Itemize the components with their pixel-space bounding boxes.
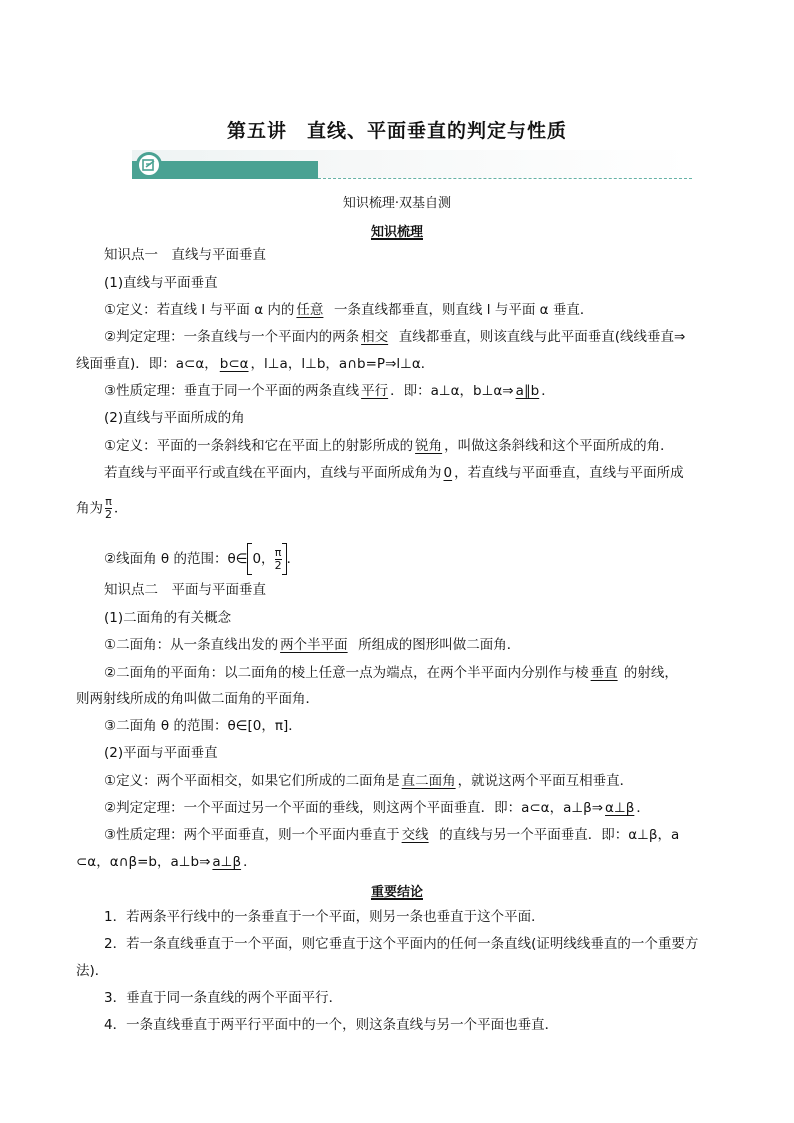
kp2-s1: (1)二面角的有关概念 xyxy=(104,610,232,626)
kp2-dihedral: ①二面角：从一条直线出发的 两个半平面 所组成的图形叫做二面角． xyxy=(104,637,521,653)
section-banner xyxy=(132,150,692,184)
kp2-s2: (2)平面与平面垂直 xyxy=(104,745,218,761)
conclusion-2-cont: 法)． xyxy=(76,963,109,979)
kp1-judge: ②判定定理：一条直线与一个平面内的两条 相交 直线都垂直，则该直线与此平面垂直(线线垂直⇒ xyxy=(104,329,686,345)
conclusion-1: 1．若两条平行线中的一条垂直于一个平面，则另一条也垂直于这个平面． xyxy=(104,909,545,925)
kp1-angle-cases: 若直线与平面平行或直线在平面内，直线与平面所成角为 0 ，若直线与平面垂直，直线与平面所成 xyxy=(104,465,684,481)
kp2-plane-angle: ②二面角的平面角：以二面角的棱上任意一点为端点，在两个半平面内分别作与棱 垂直 的射线， xyxy=(104,665,678,681)
kp2-prop-cont: ⊂α，α∩β=b，a⊥b⇒ a⊥β ． xyxy=(76,854,257,870)
kp2-def: ①定义：两个平面相交，如果它们所成的二面角是 直二面角 ，就说这两个平面互相垂直． xyxy=(104,773,634,789)
kp1-heading: 知识点一 直线与平面垂直 xyxy=(104,247,266,263)
kp1-angle-def: ①定义：平面的一条斜线和它在平面上的射影所成的 锐角 ，叫做这条斜线和这个平面所成的角． xyxy=(104,438,674,454)
section-header: 知识梳理·双基自测 xyxy=(342,196,452,211)
conclusion-4: 4．一条直线垂直于两平行平面中的一个，则这条直线与另一个平面也垂直． xyxy=(104,1017,559,1033)
kp2-judge: ②判定定理：一个平面过另一个平面的垂线，则这两个平面垂直．即：a⊂α，a⊥β⇒ α⊥β ． xyxy=(104,800,650,816)
kp2-heading: 知识点二 平面与平面垂直 xyxy=(104,582,266,598)
kp1-angle-right: 角为 $\frac{\pi}{2}$ ． xyxy=(76,495,128,521)
kp1-s1: (1)直线与平面垂直 xyxy=(104,275,218,291)
page-title: 第五讲 直线、平面垂直的判定与性质 xyxy=(226,120,567,142)
pi-over-2-fraction: $\frac{\pi}{2}$ xyxy=(274,545,282,572)
kp1-prop: ③性质定理：垂直于同一个平面的两条直线 平行 ．即：a⊥α，b⊥α⇒ a∥b ． xyxy=(104,383,555,399)
kp1-def: ①定义：若直线 l 与平面 α 内的 任意 一条直线都垂直，则直线 l 与平面 α 垂直． xyxy=(104,302,594,318)
kp2-plane-angle-cont: 则两射线所成的角叫做二面角的平面角． xyxy=(76,691,319,707)
conclusion-3: 3．垂直于同一条直线的两个平面平行． xyxy=(104,990,343,1006)
kp2-prop: ③性质定理：两个平面垂直，则一个平面内垂直于 交线 的直线与另一个平面垂直．即：α⊥β，a xyxy=(104,827,680,843)
kp1-s2: (2)直线与平面所成的角 xyxy=(104,410,245,426)
kp1-range: ②线面角 θ 的范围：θ∈ 0， $\frac{\pi}{2}$ ． xyxy=(104,543,300,575)
kp2-range: ③二面角 θ 的范围：θ∈[0，π]． xyxy=(104,718,302,734)
kp1-judge-cont: 线面垂直)．即：a⊂α， b⊂α ，l⊥a，l⊥b，a∩b=P⇒l⊥α． xyxy=(76,356,435,372)
pi-over-2-fraction: $\frac{\pi}{2}$ xyxy=(105,495,112,521)
sub-header-knowledge: 知识梳理 xyxy=(370,225,423,240)
conclusion-2: 2．若一条直线垂直于一个平面，则它垂直于这个平面内的任何一条直线(证明线线垂直的一个重要方 xyxy=(104,936,699,952)
sub-header-conclusions: 重要结论 xyxy=(370,885,423,900)
book-icon xyxy=(136,152,162,178)
